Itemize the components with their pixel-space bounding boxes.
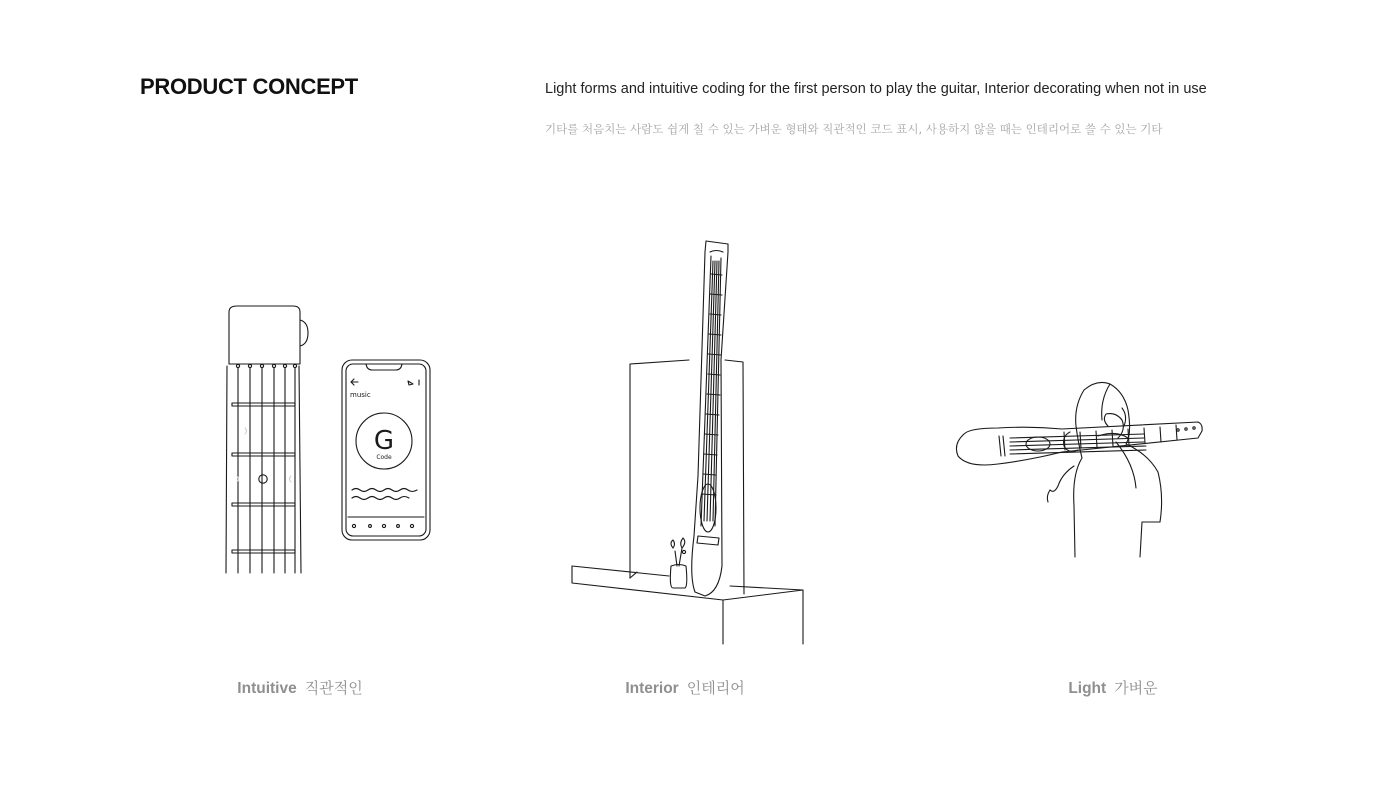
leaning-guitar-drawing (692, 241, 728, 596)
intuitive-illustration (215, 300, 445, 580)
caption-intuitive-ko: 직관적인 (304, 679, 363, 697)
concept-description-en: Light forms and intuitive coding for the first person to play the guitar, Interior decorating when not in use (545, 81, 1207, 97)
vase-drawing (670, 538, 686, 588)
caption-intuitive (170, 677, 430, 698)
carried-guitar-drawing (956, 422, 1202, 465)
caption-interior-en: Interior (625, 680, 679, 697)
caption-light-ko: 가벼운 (1114, 679, 1158, 697)
guitar-neck-drawing (226, 306, 308, 573)
wall-panel-drawing (630, 360, 744, 594)
concept-description-ko: 기타를 처음치는 사람도 쉽게 칠 수 있는 가벼운 형태와 직관적인 코드 표시, 사용하지 않을 때는 인테리어로 쓸 수 있는 기타 (545, 122, 1163, 136)
interior-illustration (565, 236, 810, 648)
phone-app-label: music (350, 391, 371, 399)
hands-drawing (1064, 414, 1124, 452)
caption-interior-ko: 인테리어 (686, 679, 745, 697)
caption-light-en: Light (1068, 680, 1107, 697)
phone-chord-caption: Code (376, 454, 392, 461)
page-title: PRODUCT CONCEPT (140, 74, 358, 99)
caption-intuitive-en: Intuitive (237, 680, 297, 697)
caption-light (983, 677, 1243, 698)
light-illustration (950, 376, 1208, 562)
phone-chord-letter: G (373, 426, 395, 456)
caption-interior (555, 677, 815, 698)
person-drawing (1047, 382, 1161, 557)
shelf-drawing (572, 566, 803, 644)
